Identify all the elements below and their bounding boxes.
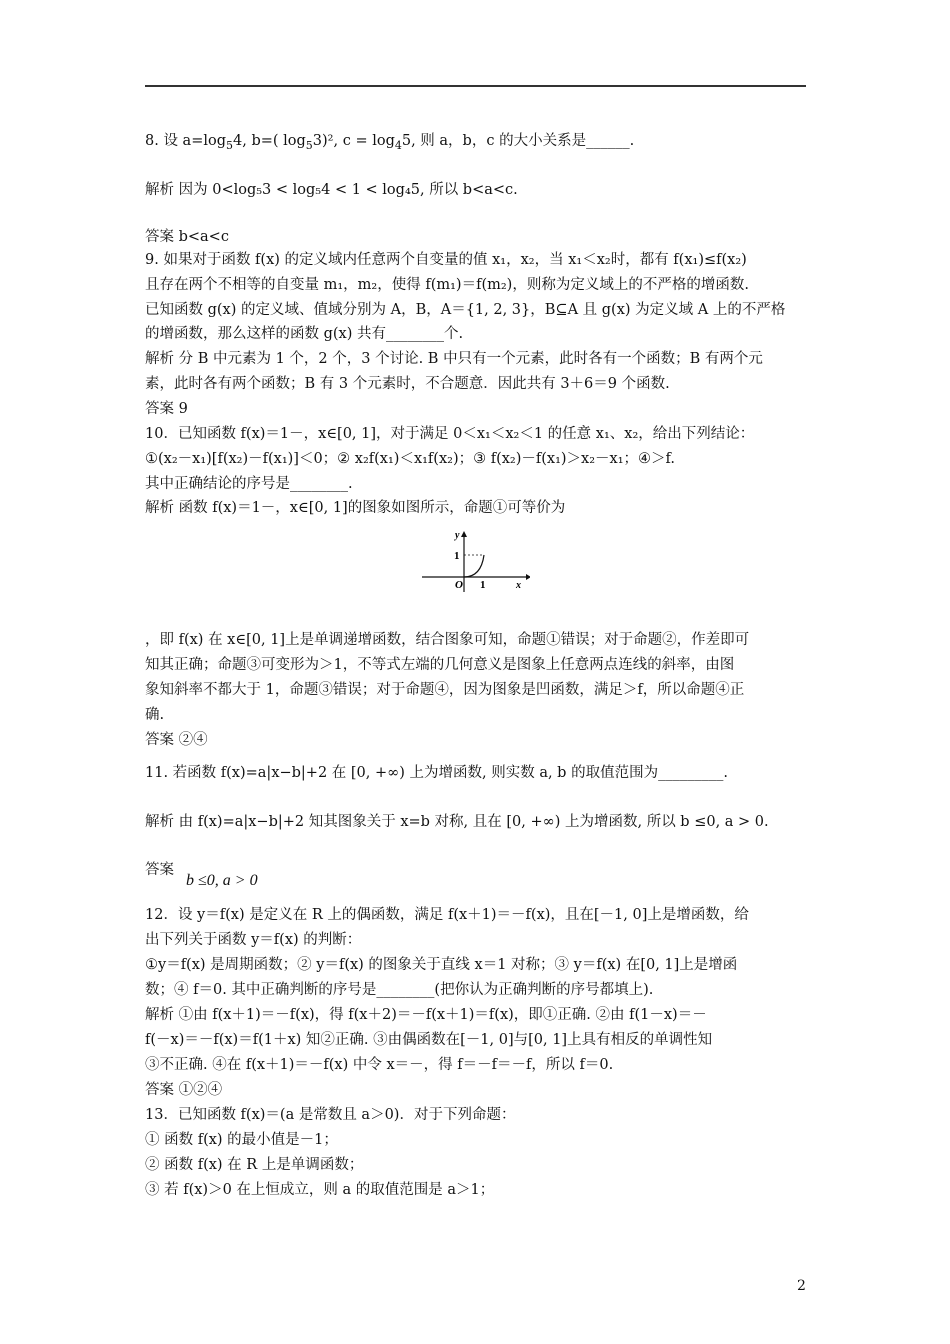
- x-axis-arrow: [526, 574, 530, 580]
- q12-line: 出下列关于函数 y＝f(x) 的判断：: [145, 932, 362, 948]
- q10-line: 其中正确结论的序号是________.: [145, 476, 353, 492]
- q10-analysis: 象知斜率不都大于 1，命题③错误；对于命题④，因为图象是凹函数，满足＞f，所以命题④正: [145, 682, 745, 698]
- q12-analysis: 解析 ①由 f(x＋1)＝－f(x)，得 f(x＋2)＝－f(x＋1)＝f(x)，即①正确. ②由 f(1－x)＝－: [145, 1007, 707, 1023]
- q8-answer: 答案 b<a<c: [145, 229, 229, 245]
- q12-answer: 答案 ①②④: [145, 1082, 223, 1098]
- q9-analysis: 解析 分 B 中元素为 1 个，2 个，3 个讨论. B 中只有一个元素，此时各有一个函数；B 有两个元: [145, 351, 763, 367]
- q12-line: ①y＝f(x) 是周期函数；② y＝f(x) 的图象关于直线 x＝1 对称；③ y＝f(x) 在[0, 1]上是增函: [145, 957, 738, 973]
- q13-line: ① 函数 f(x) 的最小值是－1；: [145, 1132, 338, 1148]
- x-axis-label: x: [516, 580, 521, 591]
- q10-answer: 答案 ②④: [145, 732, 208, 748]
- q11-answer-label: 答案: [145, 862, 174, 878]
- q9-answer: 答案 9: [145, 401, 188, 417]
- origin-label: O: [455, 579, 463, 591]
- q10-analysis: ，即 f(x) 在 x∈[0, 1]上是单调递增函数，结合图象可知，命题①错误；对于命题②，作差即可: [145, 632, 750, 648]
- q10-analysis: 解析 函数 f(x)＝1－，x∈[0, 1]的图象如图所示，命题①可等价为: [145, 500, 566, 516]
- q10-line: ①(x₂－x₁)[f(x₂)－f(x₁)]＜0；② x₂f(x₁)＜x₁f(x₂)；③ f(x₂)－f(x₁)＞x₂－x₁；④＞f.: [145, 451, 675, 467]
- q11-stem: 11. 若函数 f(x)=a|x−b|+2 在 [0, +∞) 上为增函数, 则实数 a, b 的取值范围为_________.: [145, 765, 728, 781]
- page-number: 2: [797, 1278, 806, 1294]
- y-axis-label: y: [455, 530, 460, 541]
- q10-analysis: 确.: [145, 707, 165, 723]
- q12-line: 数；④ f＝0. 其中正确判断的序号是________(把你认为正确判断的序号都填上).: [145, 982, 654, 998]
- q9-line: 且存在两个不相等的自变量 m₁，m₂，使得 f(m₁)＝f(m₂)，则称为定义域上的不严格的增函数.: [145, 277, 749, 293]
- q9-analysis: 素，此时各有两个函数；B 有 3 个元素时，不合题意．因此共有 3＋6＝9 个函数.: [145, 376, 670, 392]
- q10-analysis: 知其正确；命题③可变形为＞1，不等式左端的几何意义是图象上任意两点连线的斜率，由图: [145, 657, 735, 673]
- q9-line: 9. 如果对于函数 f(x) 的定义域内任意两个自变量的值 x₁，x₂，当 x₁＜x₂时，都有 f(x₁)≤f(x₂): [145, 252, 747, 268]
- q9-line: 已知函数 g(x) 的定义域、值域分别为 A，B，A＝{1, 2, 3}，B⊆A 且 g(x) 为定义域 A 上的不严格: [145, 302, 786, 318]
- q13-line: ③ 若 f(x)＞0 在上恒成立，则 a 的取值范围是 a＞1；: [145, 1182, 495, 1198]
- header-rule: [145, 85, 806, 87]
- x-tick-label: 1: [480, 579, 486, 591]
- q13-line: ② 函数 f(x) 在 R 上是单调函数；: [145, 1157, 364, 1173]
- q8-analysis: 解析 因为 0<log₅3 < log₅4 < 1 < log₄5, 所以 b<a<c.: [145, 182, 518, 198]
- q13-line: 13．已知函数 f(x)＝(a 是常数且 a＞0)．对于下列命题：: [145, 1107, 516, 1123]
- q10-line: 10．已知函数 f(x)＝1－，x∈[0, 1]，对于满足 0＜x₁＜x₂＜1 的任意 x₁、x₂，给出下列结论：: [145, 426, 755, 442]
- q8-stem: 8. 设 $a=\log_54$, b=( $\log_53)^2$, $c = \log_45$, 则 a，b，c 的大小关系是______.: [145, 133, 635, 152]
- function-curve: [464, 555, 484, 577]
- q12-line: 12．设 y＝f(x) 是定义在 R 上的偶函数，满足 f(x＋1)＝－f(x)，且在[－1, 0]上是增函数，给: [145, 907, 749, 923]
- y-tick-label: 1: [454, 550, 460, 562]
- q11-answer: b ≤0, a > 0: [186, 872, 258, 889]
- q12-analysis: ③不正确. ④在 f(x＋1)＝－f(x) 中令 x＝－，得 f＝－f＝－f，所以 f＝0.: [145, 1057, 614, 1073]
- q12-analysis: f(－x)＝－f(x)＝f(1＋x) 知②正确. ③由偶函数在[－1, 0]与[0, 1]上具有相反的单调性知: [145, 1032, 713, 1048]
- y-axis-arrow: [461, 531, 467, 537]
- function-graph: [418, 528, 530, 594]
- q9-line: 的增函数，那么这样的函数 g(x) 共有________个.: [145, 326, 464, 342]
- q11-analysis: 解析 由 f(x)=a|x−b|+2 知其图象关于 x=b 对称, 且在 [0, +∞) 上为增函数, 所以 b ≤0, a > 0.: [145, 814, 769, 830]
